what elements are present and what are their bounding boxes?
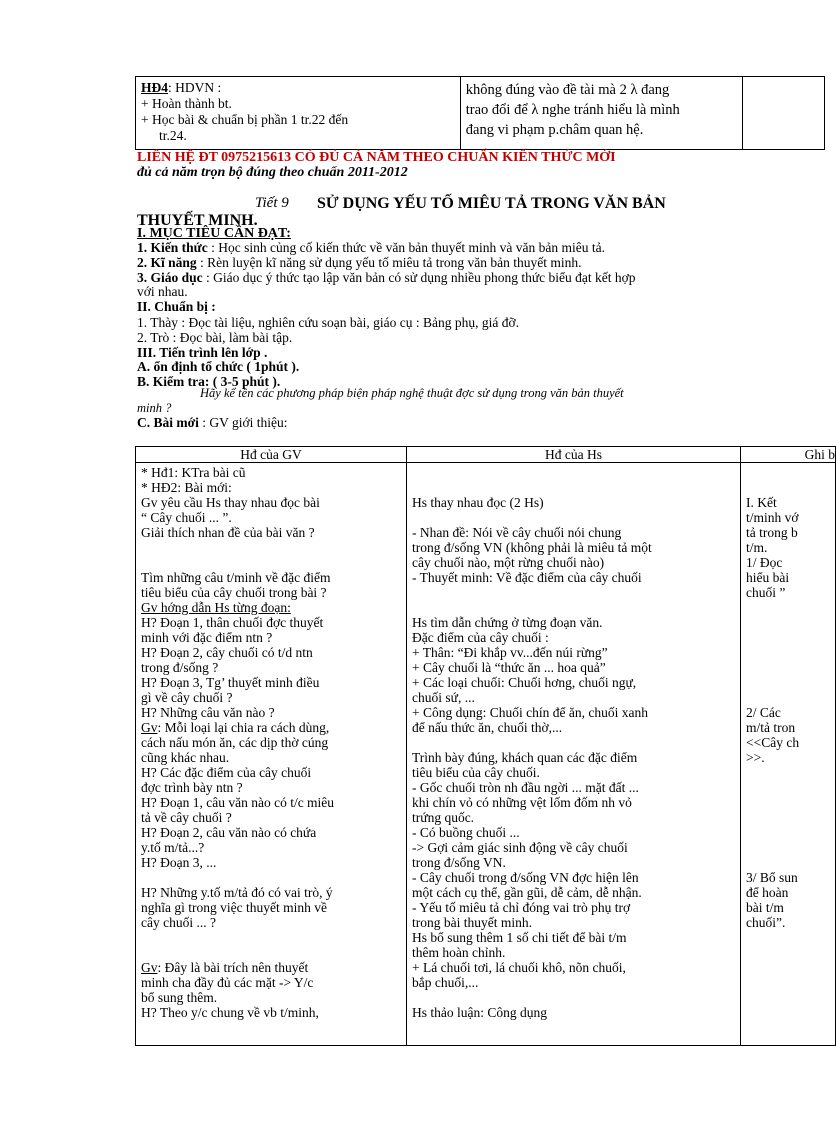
gv-line: H? Đoạn 3, Tg’ thuyết minh điều (141, 675, 320, 690)
lesson-table (135, 446, 836, 1046)
section-procedure: III. Tiến trình lên lớp . (137, 345, 268, 360)
ghi-line: chuối ” (746, 585, 786, 600)
gv-line: Gv: Mỗi loại lại chia ra cách dùng, (141, 720, 330, 735)
lesson-number: Tiết 9 (255, 195, 289, 211)
teacher-activities (136, 463, 407, 1046)
hs-line: - Gốc chuối tròn nh đầu ngời ... mặt đất ... (412, 780, 639, 795)
ghi-line (746, 780, 830, 795)
hs-line: - Yếu tố miêu tả chỉ đóng vai trò phụ trợ (412, 900, 631, 915)
gv-line (141, 870, 401, 885)
top-table (135, 76, 825, 150)
top-right-line: trao đổi để λ nghe tránh hiểu là mình (465, 102, 680, 118)
ghi-line (746, 675, 830, 690)
ghi-line: I. Kết (746, 495, 777, 510)
hs-line: trong đ/sống VN. (412, 855, 506, 870)
hs-line: - Có buồng chuối ... (412, 825, 520, 840)
prep-student: 2. Trò : Đọc bài, làm bài tập. (137, 330, 293, 345)
promo-contact: LIÊN HỆ ĐT 0975215613 CÓ ĐỦ CẢ NĂM THEO CHUẨN KIẾN THỨC MỚI (137, 150, 616, 165)
hs-line: trong bài thuyết minh. (412, 915, 532, 930)
header-teacher: Hđ của GV (136, 447, 407, 463)
header-notes: Ghi b (741, 447, 836, 463)
hs-line: trứng quốc. (412, 810, 475, 825)
hs-line: -> Gợi cảm giác sinh động về cây chuối (412, 840, 628, 855)
student-activities (407, 463, 741, 1046)
hs-line: chuối sứ, ... (412, 690, 475, 705)
gv-line: * HĐ2: Bài mới: (141, 480, 232, 495)
top-empty-cell (743, 77, 825, 150)
ghi-line (746, 855, 830, 870)
ghi-line (746, 465, 830, 480)
ghi-line: t/m. (746, 540, 768, 555)
ghi-line: >>. (746, 750, 765, 765)
gv-line: y.tố m/tả...? (141, 840, 205, 855)
hs-line: cây chuối nào, một rừng chuối nào) (412, 555, 605, 570)
ghi-line: t/minh vớ (746, 510, 799, 525)
hs-line (412, 600, 735, 615)
ghi-line (746, 615, 830, 630)
hs-line: - Nhan đề: Nói về cây chuối nói chung (412, 525, 622, 540)
gv-line: cũng khác nhau. (141, 750, 230, 765)
step-organize: A. ổn định tổ chức ( 1phút ). (137, 359, 300, 374)
hs-line: Trình bày đúng, khách quan các đặc điểm (412, 750, 638, 765)
gv-line: Gv yêu cầu Hs thay nhau đọc bài (141, 495, 320, 510)
gv-line: tả về cây chuối ? (141, 810, 232, 825)
header-student: Hđ của Hs (407, 447, 741, 463)
hs-line: + Các loại chuối: Chuối hơng, chuối ngự, (412, 675, 637, 690)
gv-line (141, 555, 401, 570)
promo-subtitle: đủ cả năm trọn bộ đúng theo chuẩn 2011-2012 (137, 165, 408, 180)
gv-line (141, 540, 401, 555)
gv-line: H? Các đặc điểm của cây chuối (141, 765, 312, 780)
hs-line: - Cây chuối trong đ/sống VN đợc hiện lên (412, 870, 639, 885)
gv-line: minh cha đầy đủ các mặt -> Y/c (141, 975, 314, 990)
gv-line: H? Đoạn 3, ... (141, 855, 217, 870)
gv-line (141, 945, 401, 960)
gv-line: minh với đặc điểm ntn ? (141, 630, 273, 645)
ghi-line: <<Cây ch (746, 735, 800, 750)
gv-line: H? Đoạn 2, câu văn nào có chứa (141, 825, 317, 840)
ghi-line (746, 825, 830, 840)
gv-line: “ Cây chuối ... ”. (141, 510, 232, 525)
top-right-line: không đúng vào đề tài mà 2 λ đang (465, 82, 670, 98)
hd4-line: HĐ4: HDVN : (141, 80, 222, 95)
hs-line: Hs thay nhau đọc (2 Hs) (412, 495, 544, 510)
hs-line: + Lá chuối tơi, lá chuối khô, nõn chuối, (412, 960, 626, 975)
gv-line: gì về cây chuối ? (141, 690, 233, 705)
hs-line: bắp chuối,... (412, 975, 479, 990)
top-right-cell (460, 77, 742, 150)
gv-line: Tìm những câu t/minh về đặc điểm (141, 570, 331, 585)
ghi-line: m/tả tron (746, 720, 796, 735)
objective-education: 3. Giáo dục : Giáo dục ý thức tạo lập văn bản có sử dụng nhiều phong thức biểu đạt kết hợp (137, 270, 636, 285)
prep-teacher: 1. Thày : Đọc tài liệu, nghiên cứu soạn bài, giáo cụ : Bảng phụ, giá đỡ. (137, 315, 520, 330)
gv-line: trong đ/sống ? (141, 660, 219, 675)
objective-skill: 2. Kĩ năng : Rèn luyện kĩ năng sử dụng yếu tố miêu tả trong văn bản thuyết minh. (137, 255, 582, 270)
ghi-line (746, 645, 830, 660)
gv-line: bổ sung thêm. (141, 990, 218, 1005)
ghi-line (746, 810, 830, 825)
ghi-line: 1/ Đọc (746, 555, 783, 570)
lesson-table-header (136, 447, 836, 463)
ghi-line (746, 765, 830, 780)
gv-line: H? Đoạn 2, cây chuối có t/d ntn (141, 645, 313, 660)
ghi-line: tả trong b (746, 525, 798, 540)
objective-knowledge: 1. Kiến thức : Học sinh củng cố kiến thức về văn bản thuyết minh và văn bản miêu tả. (137, 240, 605, 255)
hs-line (412, 510, 735, 525)
hs-line: Hs tìm dẫn chứng ở từng đoạn văn. (412, 615, 603, 630)
gv-line: H? Những y.tố m/tả đó có vai trò, ý (141, 885, 333, 900)
hs-line: Đặc điểm của cây chuối : (412, 630, 549, 645)
top-right-line: đang vi phạm p.châm quan hệ. (465, 122, 644, 138)
gv-line: H? Đoạn 1, thân chuối đợc thuyết (141, 615, 324, 630)
lesson-title: SỬ DỤNG YẾU TỐ MIÊU TẢ TRONG VĂN BẢN (317, 195, 666, 212)
hs-line: trong đ/sống VN (không phải là miêu tả một (412, 540, 652, 555)
step-check: B. Kiểm tra: ( 3-5 phút ). (137, 374, 281, 389)
hs-line: khi chín vỏ có những vệt lốm đốm nh vỏ (412, 795, 632, 810)
lesson-title-2: THUYẾT MINH. (137, 212, 258, 229)
section-objectives: I. MỤC TIÊU CẦN ĐẠT: (137, 226, 291, 241)
hs-line: + Cây chuối là “thức ăn ... hoa quả” (412, 660, 606, 675)
hs-line (412, 465, 735, 480)
ghi-line: hiểu bài (746, 570, 790, 585)
hs-line (412, 990, 735, 1005)
ghi-line (746, 690, 830, 705)
gv-line: cách nấu món ăn, các dịp thờ cúng (141, 735, 329, 750)
objective-education-2: với nhau. (137, 284, 188, 299)
ghi-line: để hoàn (746, 885, 789, 900)
board-notes (741, 463, 836, 1046)
ghi-line (746, 630, 830, 645)
gv-line: H? Những câu văn nào ? (141, 705, 275, 720)
hs-line: để nấu thức ăn, chuối thờ,... (412, 720, 563, 735)
gv-line: H? Đoạn 1, câu văn nào có t/c miêu (141, 795, 335, 810)
gv-line: nghĩa gì trong việc thuyết minh về (141, 900, 327, 915)
top-left-cell (136, 77, 461, 150)
ghi-line (746, 600, 830, 615)
gv-line: tiêu biểu của cây chuối trong bài ? (141, 585, 327, 600)
check-question: Hãy kể tên các phương pháp biện pháp nghệ thuật đợc sử dụng trong văn bản thuyết (200, 386, 624, 400)
ghi-line: chuối”. (746, 915, 786, 930)
ghi-line (746, 660, 830, 675)
ghi-line (746, 840, 830, 855)
lesson-table-body (136, 463, 836, 1046)
gv-line: Giải thích nhan đề của bài văn ? (141, 525, 315, 540)
ghi-line: bài t/m (746, 900, 784, 915)
gv-line: đợc trình bày ntn ? (141, 780, 243, 795)
check-question-2: minh ? (137, 401, 172, 415)
top-left-line: tr.24. (159, 128, 187, 143)
hs-line (412, 735, 735, 750)
gv-line: cây chuối ... ? (141, 915, 216, 930)
ghi-line (746, 795, 830, 810)
hs-line: - Thuyết minh: Về đặc điểm của cây chuối (412, 570, 642, 585)
gv-line: Gv hớng dẫn Hs từng đoạn: (141, 600, 291, 615)
section-preparation: II. Chuẩn bị : (137, 299, 216, 314)
hs-line: một cách cụ thể, gần gũi, dễ cảm, dễ nhận. (412, 885, 642, 900)
hs-line: Hs thảo luận: Công dụng (412, 1005, 547, 1020)
hs-line: + Thân: “Đi khắp vv...đến núi rừng” (412, 645, 608, 660)
ghi-line: 2/ Các (746, 705, 781, 720)
top-left-line: + Hoàn thành bt. (141, 96, 232, 111)
ghi-line: 3/ Bổ sun (746, 870, 798, 885)
step-new-lesson: C. Bài mới : GV giới thiệu: (137, 415, 288, 430)
top-left-line: + Học bài & chuẩn bị phần 1 tr.22 đến (141, 112, 349, 127)
hs-line: + Công dụng: Chuối chín để ăn, chuối xanh (412, 705, 648, 720)
ghi-line (746, 480, 830, 495)
gv-line: Gv: Đây là bài trích nên thuyết (141, 960, 309, 975)
hs-line (412, 585, 735, 600)
hs-line: Hs bổ sung thêm 1 số chi tiết để bài t/m (412, 930, 627, 945)
gv-line (141, 930, 401, 945)
hs-line: thêm hoàn chỉnh. (412, 945, 506, 960)
hs-line: tiêu biểu của cây chuối. (412, 765, 540, 780)
gv-line: H? Theo y/c chung về vb t/minh, (141, 1005, 319, 1020)
hs-line (412, 480, 735, 495)
gv-line: * Hđ1: KTra bài cũ (141, 465, 246, 480)
